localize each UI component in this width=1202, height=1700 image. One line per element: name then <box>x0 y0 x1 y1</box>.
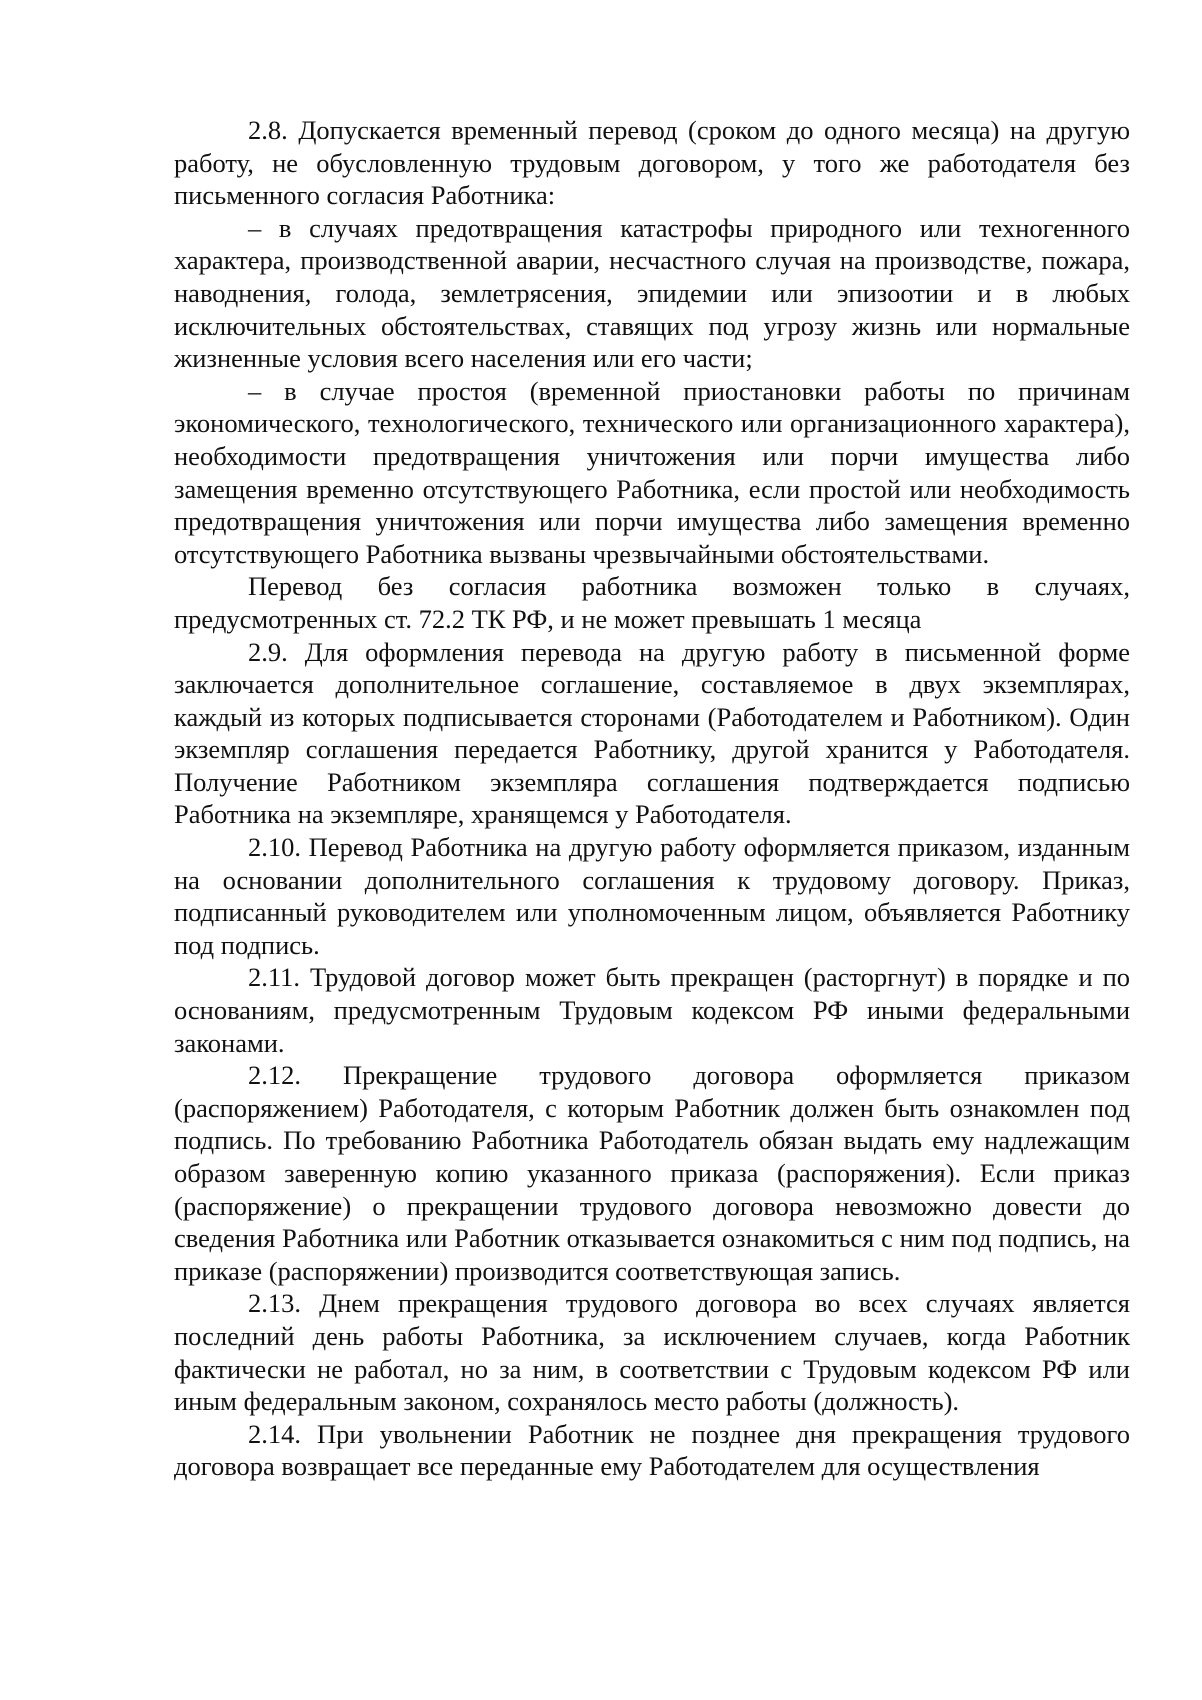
document-page <box>174 114 1130 1483</box>
paragraph-2-11: 2.11. Трудовой договор может быть прекращен (расторгнут) в порядке и по основаниям, предусмотренным Трудовым кодексом РФ иными федеральными законами. <box>174 962 1130 1058</box>
paragraph-2-10: 2.10. Перевод Работника на другую работу оформляется приказом, изданным на основании дополнительного соглашения к трудовому договору. Приказ, подписанный руководителем или уполномоченным лицом, объявляется Работнику под подпись. <box>174 832 1130 960</box>
paragraph-transfer-limit: Перевод без согласия работника возможен только в случаях, предусмотренных ст. 72.2 ТК РФ, и не может превышать 1 месяца <box>174 571 1130 634</box>
paragraph-2-12: 2.12. Прекращение трудового договора оформляется приказом (распоряжением) Работодателя, с которым Работник должен быть ознакомлен под подпись. По требованию Работника Работодатель обязан выдать ему надлежащим образом заверенную копию указанного приказа (распоряжения). Если приказ (распоряжение) о прекращении трудового договора невозможно довести до сведения Работника или Работник отказывается ознакомиться с ним под подпись, на приказе (распоряжении) производится соответствующая запись. <box>174 1060 1130 1286</box>
paragraph-2-13: 2.13. Днем прекращения трудового договора во всех случаях является последний день работы Работника, за исключением случаев, когда Работник фактически не работал, но за ним, в соответствии с Трудовым кодексом РФ или иным федеральным законом, сохранялось место работы (должность). <box>174 1288 1130 1417</box>
list-item-downtime: – в случае простоя (временной приостановки работы по причинам экономического, технологического, технического или организационного характера), необходимости предотвращения уничтожения или порчи имущества либо замещения временно отсутствующего Работника, если простой или необходимость предотвращения уничтожения или порчи имущества либо замещения временно отсутствующего Работника вызваны чрезвычайными обстоятельствами. <box>174 375 1130 569</box>
list-item-emergency: – в случаях предотвращения катастрофы природного или техногенного характера, производственной аварии, несчастного случая на производстве, пожара, наводнения, голода, землетрясения, эпидемии или эпизоотии и в любых исключительных обстоятельствах, ставящих под угрозу жизнь или нормальные жизненные условия всего населения или его части; <box>174 212 1130 374</box>
paragraph-2-8: 2.8. Допускается временный перевод (сроком до одного месяца) на другую работу, не обусловленную трудовым договором, у того же работодателя без письменного согласия Работника: <box>174 115 1130 211</box>
paragraph-2-9: 2.9. Для оформления перевода на другую работу в письменной форме заключается дополнительное соглашение, составляемое в двух экземплярах, каждый из которых подписывается сторонами (Работодателем и Работником). Один экземпляр соглашения передается Работнику, другой хранится у Работодателя. Получение Работником экземпляра соглашения подтверждается подписью Работника на экземпляре, хранящемся у Работодателя. <box>174 636 1130 830</box>
paragraph-2-14: 2.14. При увольнении Работник не позднее дня прекращения трудового договора возвращает все переданные ему Работодателем для осуществления <box>174 1418 1130 1482</box>
